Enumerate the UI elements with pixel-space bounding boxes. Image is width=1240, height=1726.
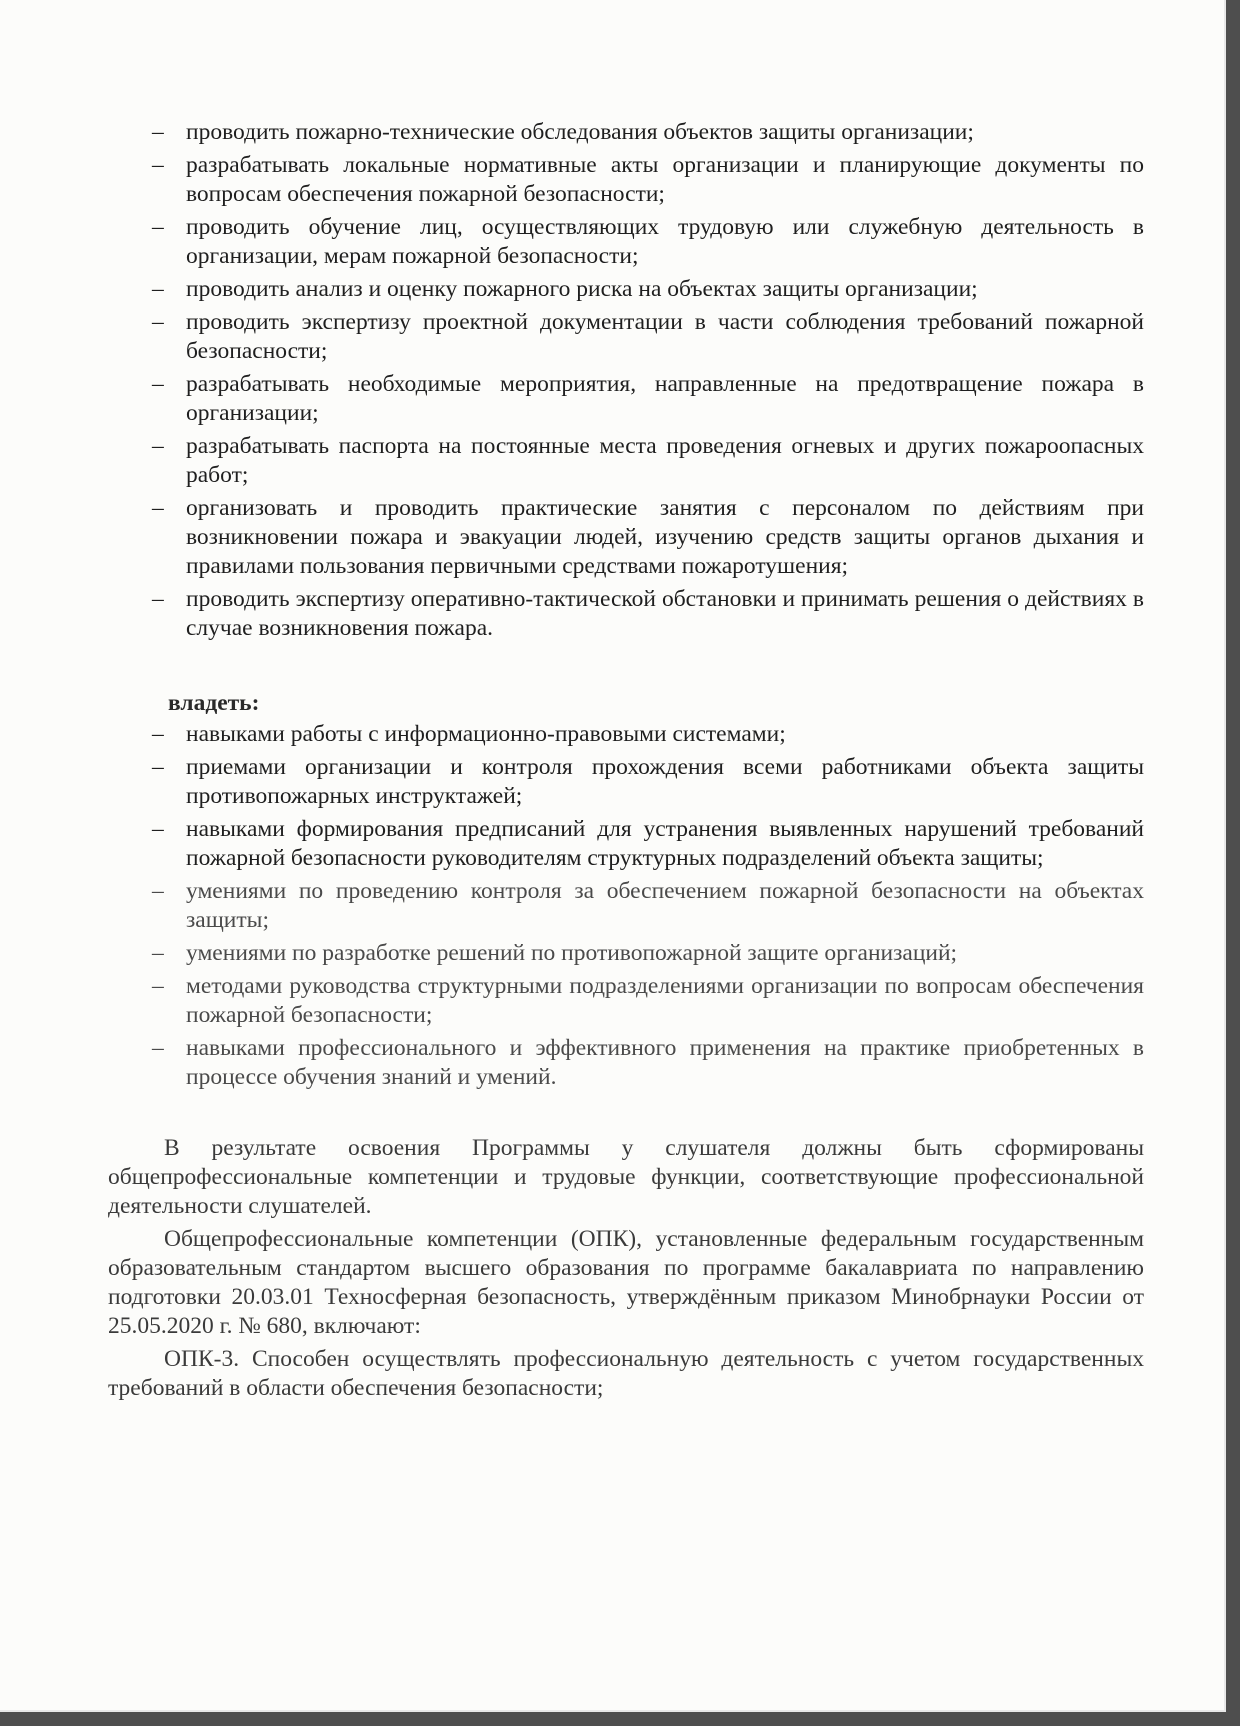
dash-marker: – (152, 816, 164, 842)
list-item-text: организовать и проводить практические занятия с персоналом по действиям при возникновении пожара и эвакуации людей, изучению средств защиты органов дыхания и правилами пользования первичными средствами пожаротушения; (186, 495, 1144, 579)
list-item-text: разрабатывать необходимые мероприятия, направленные на предотвращение пожара в организации; (186, 371, 1144, 426)
list-item-text: навыками формирования предписаний для устранения выявленных нарушений требований пожарной безопасности руководителям структурных подразделений объекта защиты; (186, 816, 1144, 871)
list-item-text: разрабатывать паспорта на постоянные места проведения огневых и других пожароопасных работ; (186, 433, 1144, 488)
list-item (108, 275, 1144, 304)
scanner-edge-right (1226, 0, 1240, 1726)
list-item-text: методами руководства структурными подразделениями организации по вопросам обеспечения пожарной безопасности; (186, 973, 1144, 1028)
dash-marker: – (152, 721, 164, 747)
scanner-edge-bottom (0, 1712, 1240, 1726)
dash-marker: – (152, 152, 164, 178)
list-item-text: проводить экспертизу оперативно-тактической обстановки и принимать решения о действиях в случае возникновения пожара. (186, 586, 1144, 641)
list-item-text: умениями по разработке решений по противопожарной защите организаций; (186, 940, 958, 966)
dash-marker: – (152, 754, 164, 780)
dash-marker: – (152, 276, 164, 302)
list-item (108, 308, 1144, 366)
list-item-text: разрабатывать локальные нормативные акты организации и планирующие документы по вопросам обеспечения пожарной безопасности; (186, 152, 1144, 207)
list-item (108, 1034, 1144, 1092)
possess-list (108, 720, 1144, 873)
list-item-text: приемами организации и контроля прохождения всеми работниками объекта защиты противопожарных инструктажей; (186, 754, 1144, 809)
abilities-list (108, 118, 1144, 643)
dash-marker: – (152, 1035, 164, 1061)
dash-marker: – (152, 973, 164, 999)
list-item (108, 432, 1144, 490)
list-item-text: проводить анализ и оценку пожарного риска на объектах защиты организации; (186, 276, 978, 302)
dash-marker: – (152, 586, 164, 612)
list-item (108, 720, 1144, 749)
list-item (108, 118, 1144, 147)
paragraph-program-results: В результате освоения Программы у слушателя должны быть сформированы общепрофессиональные компетенции и трудовые функции, соответствующие профессиональной деятельности слушателей. (108, 1135, 1144, 1219)
document-body (108, 118, 1144, 1403)
list-item (108, 585, 1144, 643)
list-item (108, 939, 1144, 968)
list-item (108, 815, 1144, 873)
paragraph-opk-3: ОПК-3. Способен осуществлять профессиональную деятельность с учетом государственных требований в области обеспечения безопасности; (108, 1346, 1144, 1401)
list-item (108, 877, 1144, 935)
list-item-text: проводить пожарно-технические обследования объектов защиты организации; (186, 119, 974, 145)
list-item (108, 151, 1144, 209)
paragraph-opk-intro: Общепрофессиональные компетенции (ОПК), установленные федеральным государственным образовательным стандартом высшего образования по программе бакалавриата по направлению подготовки 20.03.01 Техносферная безопасность, утверждённым приказом Минобрнауки России от 25.05.2020 г. № 680, включают: (108, 1226, 1144, 1339)
list-item-text: навыками профессионального и эффективного применения на практике приобретенных в процессе обучения знаний и умений. (186, 1035, 1144, 1090)
list-item-text: проводить экспертизу проектной документации в части соблюдения требований пожарной безопасности; (186, 309, 1144, 364)
list-item (108, 494, 1144, 581)
list-item (108, 972, 1144, 1030)
list-item-text: навыками работы с информационно-правовыми системами; (186, 721, 786, 747)
dash-marker: – (152, 214, 164, 240)
list-item (108, 753, 1144, 811)
list-item (108, 213, 1144, 271)
list-item-text: проводить обучение лиц, осуществляющих трудовую или служебную деятельность в организации, мерам пожарной безопасности; (186, 214, 1144, 269)
dash-marker: – (152, 878, 164, 904)
dash-marker: – (152, 119, 164, 145)
dash-marker: – (152, 433, 164, 459)
dash-marker: – (152, 495, 164, 521)
dash-marker: – (152, 371, 164, 397)
dash-marker: – (152, 940, 164, 966)
possess-list-continued (108, 877, 1144, 1092)
list-item (108, 370, 1144, 428)
section-heading-possess: владеть: (168, 690, 260, 716)
dash-marker: – (152, 309, 164, 335)
list-item-text: умениями по проведению контроля за обеспечением пожарной безопасности на объектах защиты; (186, 878, 1144, 933)
